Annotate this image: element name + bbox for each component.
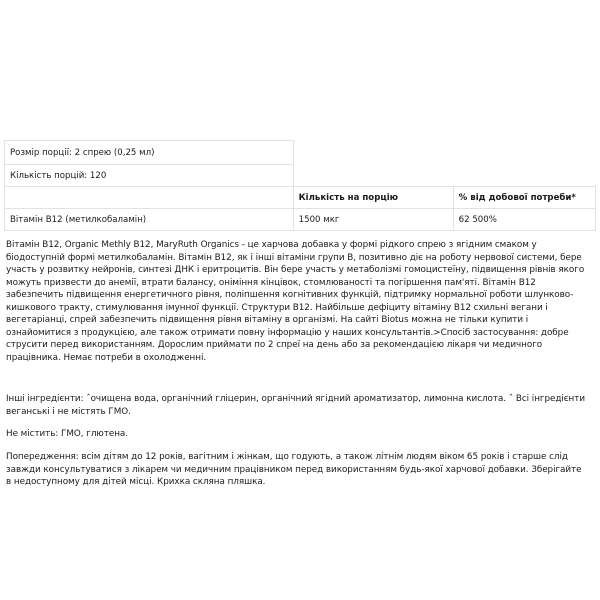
warning <box>6 451 598 489</box>
description-line: струсити перед використанням. Дорослим приймати по 2 спреї на день або за рекомендацією лікаря чи медичного <box>6 340 543 350</box>
serving-size-row <box>5 141 596 165</box>
warning-line: в недоступному для дітей місці. Крихка скляна пляшка. <box>6 477 266 487</box>
warning-line: завжди консультуватися з лікарем чи медичним працівником перед використанням будь-якої харчової добавки. Зберігайте <box>6 464 582 475</box>
description-line: кишкового тракту, стимулювання імунної функції. Структури B12. Найбільше дефіциту вітаміну B12 схильні вегани і <box>6 302 548 313</box>
serving-size: Розмір порції: 2 спрею (0,25 мл) <box>5 141 294 165</box>
ingredients-line: Інші інгредієнти: ˆочищена вода, органічний гліцерин, органічний ягідний ароматизатор, лимонна кислота. ˆ Всі інгредієнти <box>6 394 586 404</box>
description-line: біодоступній формі метилкобаламін. Вітамін B12, як і інші вітаміни групи B, позитивно діє на роботу нервової системи, бере <box>6 252 582 263</box>
free-from <box>6 428 598 441</box>
description-line: ознайомитися з продукцією, але також отримати повну інформацію у наших консультантів.>Спосіб застосування: добре <box>6 327 569 338</box>
servings-count: Кількість порцій: 120 <box>5 165 294 187</box>
supplement-facts-table <box>4 140 596 231</box>
header-amount: Кількість на порцію <box>293 187 453 209</box>
free-from-text: Не містить: ГМО, глютена. <box>6 429 128 439</box>
description-line: Вітамін B12, Organic Methly B12, MaryRuth Organics - це харчова добавка у формі рідкого спрею з ягідним смаком у <box>6 240 537 250</box>
description-line: вегетаріанці, спрей забезпечить підвищення рівня вітаміну в організмі. На сайті Biotus можна не тільки купити і <box>6 315 529 325</box>
header-daily-value: % від добової потреби* <box>453 187 595 209</box>
description-line: можуть призвести до анемії, втрати балансу, оніміння кінцівок, стомлюваності та погіршення пам'яті. Вітамін B12 <box>6 277 536 288</box>
description-line: забезпечить підвищення енергетичного рівня, поліпшення когнітивних функцій, підтримку нормальної роботи шлунково- <box>6 290 574 300</box>
description-line: працівника. Немає потреби в охолодженні. <box>6 352 207 363</box>
product-description <box>6 239 598 364</box>
nutrient-amount: 1500 мкг <box>293 209 453 231</box>
other-ingredients <box>6 393 598 418</box>
nutrient-daily-value: 62 500% <box>453 209 595 231</box>
nutrient-name: Вітамін B12 (метилкобаламін) <box>5 209 294 231</box>
description-line: участь у розвитку нейронів, синтезі ДНК і еритроцитів. Він бере участь у метаболізмі гомоцистеїну, підвищення рівнів якого <box>6 265 585 275</box>
ingredients-line: веганські і не містять ГМО. <box>6 406 131 417</box>
warning-line: Попередження: всім дітям до 12 років, вагітним і жінкам, що годують, а також літнім людям віком 65 років і старше слід <box>6 452 568 462</box>
header-empty-cell <box>5 187 294 209</box>
table-header-row <box>5 187 596 209</box>
table-row <box>5 209 596 231</box>
servings-row <box>5 165 596 187</box>
